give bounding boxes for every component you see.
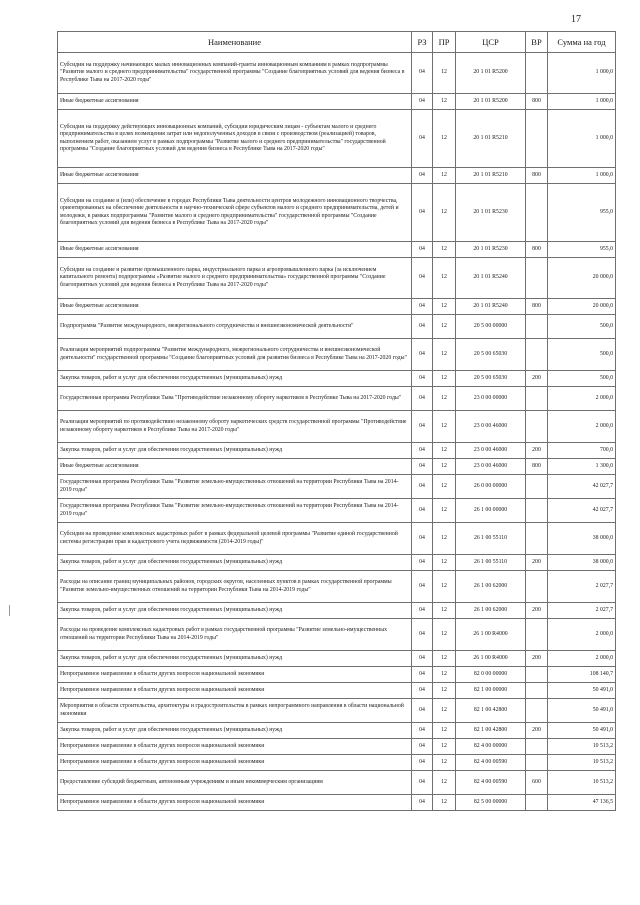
cell-name: Мероприятия в области строительства, архитектуры и градостроительства в рамках непрограммного направления в области национальной экономики — [58, 699, 412, 723]
cell-pr: 12 — [433, 339, 456, 371]
cell-pr: 12 — [433, 739, 456, 755]
cell-rz: 04 — [412, 699, 433, 723]
cell-pr: 12 — [433, 555, 456, 571]
cell-name: Непрограммное направление в области других вопросов национальной экономики — [58, 739, 412, 755]
cell-vr — [526, 387, 548, 411]
cell-rz: 04 — [412, 459, 433, 475]
table-row — [58, 184, 616, 242]
cell-csr: 20 1 01 R5230 — [456, 242, 526, 258]
cell-name: Закупка товаров, работ и услуг для обеспечения государственных (муниципальных) нужд — [58, 555, 412, 571]
cell-vr — [526, 258, 548, 299]
cell-pr: 12 — [433, 619, 456, 651]
cell-csr: 20 1 01 R5210 — [456, 168, 526, 184]
cell-name: Субсидии на поддержку действующих инновационных компаний, субсидии юридическим лицам - субъектам малого и среднего предпринимательства в целях возмещения затрат или недополученных доходов в связи с производством (реализацией) товаров, выполнением работ, оказанием услуг в рамках подпрограммы "Развитие малого и среднего предпринимательства" государственной программы "Создание благоприятных условий для ведения бизнеса в Республике Тыва на 2017-2020 годы" — [58, 110, 412, 168]
cell-sum: 1 000,0 — [548, 110, 616, 168]
cell-vr — [526, 110, 548, 168]
cell-sum: 955,0 — [548, 242, 616, 258]
cell-name: Закупка товаров, работ и услуг для обеспечения государственных (муниципальных) нужд — [58, 723, 412, 739]
cell-rz: 04 — [412, 94, 433, 110]
margin-mark — [9, 605, 10, 616]
cell-pr: 12 — [433, 258, 456, 299]
cell-csr: 20 5 00 00000 — [456, 315, 526, 339]
cell-csr: 26 1 00 R4000 — [456, 619, 526, 651]
cell-pr: 12 — [433, 242, 456, 258]
cell-vr — [526, 53, 548, 94]
header-rz: РЗ — [412, 32, 433, 53]
cell-csr: 26 0 00 00000 — [456, 475, 526, 499]
cell-pr: 12 — [433, 771, 456, 795]
cell-rz: 04 — [412, 387, 433, 411]
cell-pr: 12 — [433, 53, 456, 94]
cell-pr: 12 — [433, 443, 456, 459]
cell-csr: 20 1 01 R5240 — [456, 299, 526, 315]
budget-table — [57, 31, 616, 811]
cell-name: Субсидия на проведение комплексных кадастровых работ в рамках федеральной целевой программы "Развитие единой государственной системы регистрации прав и кадастрового учета недвижимости (2014-2019 годы)" — [58, 523, 412, 555]
table-header — [58, 32, 616, 53]
page-number: 17 — [571, 14, 581, 25]
cell-csr: 20 1 01 R5210 — [456, 110, 526, 168]
table-row — [58, 168, 616, 184]
cell-sum: 1 300,0 — [548, 459, 616, 475]
cell-vr — [526, 315, 548, 339]
cell-pr: 12 — [433, 499, 456, 523]
cell-rz: 04 — [412, 523, 433, 555]
table-row — [58, 739, 616, 755]
cell-pr: 12 — [433, 523, 456, 555]
cell-rz: 04 — [412, 571, 433, 603]
cell-rz: 04 — [412, 603, 433, 619]
cell-sum: 955,0 — [548, 184, 616, 242]
cell-pr: 12 — [433, 110, 456, 168]
cell-vr: 200 — [526, 651, 548, 667]
cell-name: Субсидии на поддержку начинающих малых инновационных компаний-гранты инновационным компаниям в рамках подпрограммы "Развитие малого и среднего предпринимательства" государственной программы "Создание благоприятных условий для ведения бизнеса в Республике Тыва на 2017-2020 годы" — [58, 53, 412, 94]
cell-vr — [526, 755, 548, 771]
cell-sum: 10 513,2 — [548, 755, 616, 771]
cell-sum: 2 000,0 — [548, 387, 616, 411]
cell-name: Расходы на проведение комплексных кадастровых работ в рамках государственной программы "Развитие земельно-имущественных отношений на территории Республики Тыва на 2014-2019 годы" — [58, 619, 412, 651]
cell-rz: 04 — [412, 53, 433, 94]
cell-sum: 700,0 — [548, 443, 616, 459]
cell-csr: 82 4 00 00000 — [456, 739, 526, 755]
cell-vr — [526, 739, 548, 755]
cell-name: Субсидии на создание и развитие промышленного парка, индустриального парка и агропромышленного парка (за исключением капитального ремонта) подпрограммы «Развитие малого и среднего предпринимательства» государственной программы "Создание благоприятных условий для ведения бизнеса в Республике Тыва на 2017-2020 годы" — [58, 258, 412, 299]
cell-vr — [526, 499, 548, 523]
cell-csr: 23 0 00 46000 — [456, 411, 526, 443]
cell-vr — [526, 411, 548, 443]
cell-vr: 800 — [526, 94, 548, 110]
cell-name: Подпрограмма "Развитие международного, межрегионального сотрудничества и внешнеэкономической деятельности" — [58, 315, 412, 339]
table-row — [58, 555, 616, 571]
cell-pr: 12 — [433, 299, 456, 315]
cell-pr: 12 — [433, 94, 456, 110]
cell-vr — [526, 339, 548, 371]
cell-vr: 800 — [526, 242, 548, 258]
cell-pr: 12 — [433, 683, 456, 699]
cell-vr — [526, 184, 548, 242]
header-row — [58, 32, 616, 53]
cell-csr: 23 0 00 46000 — [456, 443, 526, 459]
table-row — [58, 459, 616, 475]
cell-pr: 12 — [433, 371, 456, 387]
cell-rz: 04 — [412, 258, 433, 299]
cell-rz: 04 — [412, 651, 433, 667]
cell-csr: 82 4 00 00590 — [456, 755, 526, 771]
cell-sum: 1 000,0 — [548, 94, 616, 110]
table-row — [58, 315, 616, 339]
table-row — [58, 571, 616, 603]
table-row — [58, 755, 616, 771]
cell-pr: 12 — [433, 699, 456, 723]
cell-sum: 38 000,0 — [548, 523, 616, 555]
cell-pr: 12 — [433, 603, 456, 619]
cell-sum: 500,0 — [548, 371, 616, 387]
cell-pr: 12 — [433, 168, 456, 184]
table-row — [58, 603, 616, 619]
cell-name: Иные бюджетные ассигнования — [58, 459, 412, 475]
cell-vr: 200 — [526, 723, 548, 739]
cell-csr: 20 5 00 65030 — [456, 339, 526, 371]
table-row — [58, 258, 616, 299]
cell-vr: 200 — [526, 555, 548, 571]
table-row — [58, 619, 616, 651]
cell-csr: 26 1 00 55110 — [456, 523, 526, 555]
cell-csr: 26 1 00 62000 — [456, 603, 526, 619]
cell-name: Закупка товаров, работ и услуг для обеспечения государственных (муниципальных) нужд — [58, 603, 412, 619]
cell-csr: 20 1 01 R5200 — [456, 94, 526, 110]
cell-rz: 04 — [412, 411, 433, 443]
cell-sum: 50 491,0 — [548, 683, 616, 699]
cell-csr: 23 0 00 46000 — [456, 459, 526, 475]
cell-rz: 04 — [412, 755, 433, 771]
cell-name: Государственная программа Республики Тыва "Противодействие незаконному обороту наркотиков в Республике Тыва на 2017-2020 годы" — [58, 387, 412, 411]
cell-vr — [526, 619, 548, 651]
cell-pr: 12 — [433, 184, 456, 242]
cell-csr: 20 1 01 R5230 — [456, 184, 526, 242]
table-row — [58, 795, 616, 811]
cell-csr: 82 4 00 00590 — [456, 771, 526, 795]
table-row — [58, 299, 616, 315]
cell-pr: 12 — [433, 651, 456, 667]
cell-name: Закупка товаров, работ и услуг для обеспечения государственных (муниципальных) нужд — [58, 651, 412, 667]
cell-rz: 04 — [412, 739, 433, 755]
cell-csr: 26 1 00 62000 — [456, 571, 526, 603]
table-row — [58, 771, 616, 795]
cell-pr: 12 — [433, 475, 456, 499]
cell-rz: 04 — [412, 242, 433, 258]
table-row — [58, 53, 616, 94]
cell-sum: 42 027,7 — [548, 475, 616, 499]
cell-rz: 04 — [412, 339, 433, 371]
table-row — [58, 723, 616, 739]
table-row — [58, 94, 616, 110]
cell-rz: 04 — [412, 443, 433, 459]
table-row — [58, 371, 616, 387]
cell-pr: 12 — [433, 755, 456, 771]
header-csr: ЦСР — [456, 32, 526, 53]
cell-name: Непрограммное направление в области других вопросов национальной экономики — [58, 667, 412, 683]
cell-vr — [526, 523, 548, 555]
cell-sum: 2 027,7 — [548, 571, 616, 603]
cell-csr: 20 5 00 65030 — [456, 371, 526, 387]
table-row — [58, 411, 616, 443]
cell-name: Закупка товаров, работ и услуг для обеспечения государственных (муниципальных) нужд — [58, 371, 412, 387]
cell-vr: 600 — [526, 771, 548, 795]
cell-csr: 26 1 00 00000 — [456, 499, 526, 523]
cell-csr: 20 1 01 R5240 — [456, 258, 526, 299]
cell-vr — [526, 475, 548, 499]
cell-vr — [526, 795, 548, 811]
cell-sum: 38 000,0 — [548, 555, 616, 571]
cell-name: Закупка товаров, работ и услуг для обеспечения государственных (муниципальных) нужд — [58, 443, 412, 459]
cell-pr: 12 — [433, 315, 456, 339]
cell-vr: 800 — [526, 299, 548, 315]
cell-sum: 500,0 — [548, 339, 616, 371]
cell-rz: 04 — [412, 371, 433, 387]
cell-pr: 12 — [433, 387, 456, 411]
cell-sum: 1 000,0 — [548, 53, 616, 94]
cell-rz: 04 — [412, 110, 433, 168]
table-row — [58, 443, 616, 459]
cell-sum: 2 000,0 — [548, 619, 616, 651]
cell-pr: 12 — [433, 667, 456, 683]
cell-pr: 12 — [433, 723, 456, 739]
table-row — [58, 475, 616, 499]
cell-pr: 12 — [433, 459, 456, 475]
cell-vr: 200 — [526, 371, 548, 387]
table-body — [58, 53, 616, 811]
cell-sum: 50 491,0 — [548, 699, 616, 723]
cell-rz: 04 — [412, 723, 433, 739]
cell-pr: 12 — [433, 571, 456, 603]
cell-vr — [526, 683, 548, 699]
header-sum: Сумма на год — [548, 32, 616, 53]
cell-rz: 04 — [412, 555, 433, 571]
cell-name: Иные бюджетные ассигнования — [58, 242, 412, 258]
cell-name: Непрограммное направление в области других вопросов национальной экономики — [58, 755, 412, 771]
cell-name: Иные бюджетные ассигнования — [58, 299, 412, 315]
cell-vr: 200 — [526, 603, 548, 619]
header-vr: ВР — [526, 32, 548, 53]
cell-rz: 04 — [412, 475, 433, 499]
cell-sum: 1 000,0 — [548, 168, 616, 184]
cell-sum: 2 027,7 — [548, 603, 616, 619]
cell-sum: 20 000,0 — [548, 258, 616, 299]
table-row — [58, 339, 616, 371]
cell-sum: 2 000,0 — [548, 411, 616, 443]
cell-vr — [526, 699, 548, 723]
cell-sum: 10 513,2 — [548, 739, 616, 755]
cell-rz: 04 — [412, 168, 433, 184]
header-pr: ПР — [433, 32, 456, 53]
cell-name: Непрограммное направление в области других вопросов национальной экономики — [58, 795, 412, 811]
cell-name: Иные бюджетные ассигнования — [58, 168, 412, 184]
cell-rz: 04 — [412, 771, 433, 795]
cell-name: Реализация мероприятий подпрограммы "Развитие международного, межрегионального сотрудничества и внешнеэкономической деятельности" государственной программы "Создание благоприятных условий для развития бизнеса в Республике Тыва на 2017-2020 годы" — [58, 339, 412, 371]
table-row — [58, 699, 616, 723]
cell-name: Субсидии на создание и (или) обеспечение в городах Республики Тыва деятельности центров молодежного инновационного творчества, ориентированных на обеспечение деятельности в научно-технической сфере субъектов малого и среднего предпринимательства, детей и молодежи, в рамках подпрограммы "Развитие малого и среднего предпринимательства" государственной программы "Создание благоприятных условий для ведения бизнеса в Республике Тыва на 2017-2020 годы" — [58, 184, 412, 242]
cell-sum: 108 140,7 — [548, 667, 616, 683]
cell-rz: 04 — [412, 683, 433, 699]
cell-vr — [526, 571, 548, 603]
cell-sum: 50 491,0 — [548, 723, 616, 739]
table-row — [58, 667, 616, 683]
cell-csr: 82 0 00 00000 — [456, 667, 526, 683]
cell-csr: 82 1 00 42800 — [456, 699, 526, 723]
cell-rz: 04 — [412, 184, 433, 242]
header-name: Наименование — [58, 32, 412, 53]
cell-rz: 04 — [412, 315, 433, 339]
cell-csr: 26 1 00 55110 — [456, 555, 526, 571]
cell-csr: 82 1 00 00000 — [456, 683, 526, 699]
cell-name: Расходы на описание границ муниципальных районов, городских округов, населенных пунктов в рамках государственной программы "Развитие земельно-имущественных отношений на территории Республики Тыва на 2014-2019 годы" — [58, 571, 412, 603]
cell-rz: 04 — [412, 667, 433, 683]
table-row — [58, 683, 616, 699]
table-row — [58, 242, 616, 258]
cell-name: Государственная программа Республики Тыва "Развитие земельно-имущественных отношений на территории Республики Тыва на 2014-2019 годы" — [58, 475, 412, 499]
cell-sum: 42 027,7 — [548, 499, 616, 523]
cell-sum: 500,0 — [548, 315, 616, 339]
cell-rz: 04 — [412, 299, 433, 315]
cell-csr: 20 1 01 R5200 — [456, 53, 526, 94]
cell-sum: 20 000,0 — [548, 299, 616, 315]
cell-csr: 82 5 00 00000 — [456, 795, 526, 811]
cell-pr: 12 — [433, 411, 456, 443]
table-row — [58, 110, 616, 168]
cell-name: Иные бюджетные ассигнования — [58, 94, 412, 110]
table-row — [58, 651, 616, 667]
table-row — [58, 387, 616, 411]
cell-vr — [526, 667, 548, 683]
table-row — [58, 499, 616, 523]
cell-csr: 82 1 00 42800 — [456, 723, 526, 739]
cell-pr: 12 — [433, 795, 456, 811]
cell-vr: 800 — [526, 168, 548, 184]
cell-sum: 2 000,0 — [548, 651, 616, 667]
cell-sum: 10 513,2 — [548, 771, 616, 795]
cell-vr: 200 — [526, 443, 548, 459]
cell-name: Реализация мероприятий по противодействию незаконному обороту наркотических средств государственной программы "Противодействие незаконному обороту наркотиков в Республике Тыва на 2017-2020 годы" — [58, 411, 412, 443]
cell-sum: 47 136,5 — [548, 795, 616, 811]
cell-vr: 800 — [526, 459, 548, 475]
cell-rz: 04 — [412, 795, 433, 811]
cell-name: Непрограммное направление в области других вопросов национальной экономики — [58, 683, 412, 699]
cell-csr: 26 1 00 R4000 — [456, 651, 526, 667]
cell-rz: 04 — [412, 619, 433, 651]
cell-name: Предоставление субсидий бюджетным, автономным учреждениям и иным некоммерческим организациям — [58, 771, 412, 795]
table-row — [58, 523, 616, 555]
cell-rz: 04 — [412, 499, 433, 523]
cell-csr: 23 0 00 00000 — [456, 387, 526, 411]
cell-name: Государственная программа Республики Тыва "Развитие земельно-имущественных отношений на территории Республики Тыва на 2014-2019 годы" — [58, 499, 412, 523]
